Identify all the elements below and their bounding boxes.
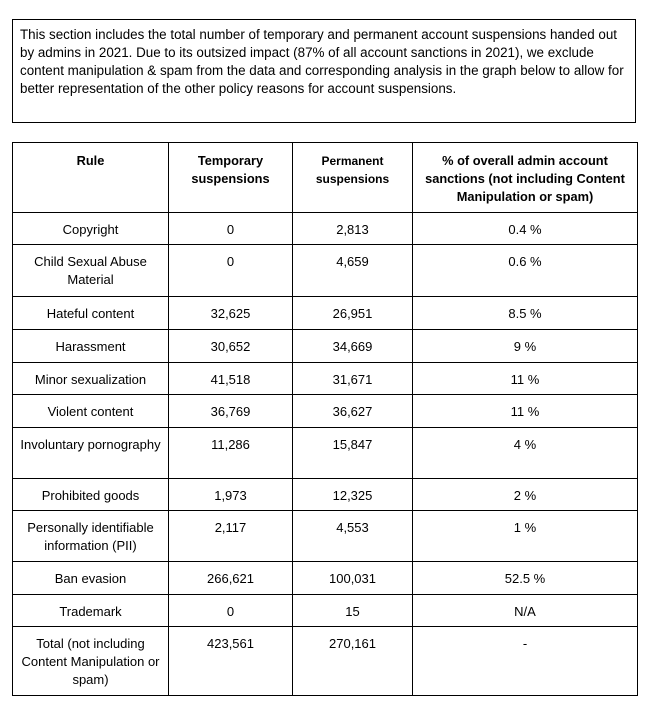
cell-percent: 4 % (413, 428, 638, 479)
header-temporary: Temporary suspensions (169, 143, 293, 213)
cell-temporary: 36,769 (169, 395, 293, 428)
cell-temporary: 30,652 (169, 330, 293, 363)
cell-permanent: 31,671 (293, 363, 413, 395)
cell-rule: Hateful content (13, 297, 169, 330)
cell-percent: 2 % (413, 479, 638, 511)
cell-percent: 11 % (413, 395, 638, 428)
cell-temporary: 2,117 (169, 511, 293, 562)
table-header-row (13, 143, 638, 213)
table-row (13, 428, 638, 479)
cell-temporary: 41,518 (169, 363, 293, 395)
cell-temporary: 1,973 (169, 479, 293, 511)
cell-rule: Involuntary pornography (13, 428, 169, 479)
table-row (13, 511, 638, 562)
cell-rule: Minor sexualization (13, 363, 169, 395)
cell-rule: Child Sexual Abuse Material (13, 245, 169, 297)
cell-percent: 8.5 % (413, 297, 638, 330)
table-row (13, 627, 638, 696)
table-row (13, 562, 638, 595)
table-row (13, 297, 638, 330)
cell-temporary: 0 (169, 213, 293, 245)
cell-percent: 52.5 % (413, 562, 638, 595)
cell-permanent: 15 (293, 595, 413, 627)
cell-permanent: 34,669 (293, 330, 413, 363)
cell-rule: Harassment (13, 330, 169, 363)
cell-percent: 9 % (413, 330, 638, 363)
cell-percent: 11 % (413, 363, 638, 395)
cell-temporary: 0 (169, 595, 293, 627)
cell-percent: N/A (413, 595, 638, 627)
cell-temporary: 0 (169, 245, 293, 297)
cell-percent: 0.4 % (413, 213, 638, 245)
cell-rule: Total (not including Content Manipulation or spam) (13, 627, 169, 696)
table-row (13, 363, 638, 395)
cell-temporary: 266,621 (169, 562, 293, 595)
cell-rule: Trademark (13, 595, 169, 627)
header-percent: % of overall admin account sanctions (not including Content Manipulation or spam) (413, 143, 638, 213)
header-permanent: Permanent suspensions (293, 143, 413, 213)
cell-percent: 0.6 % (413, 245, 638, 297)
table-row (13, 330, 638, 363)
header-rule: Rule (13, 143, 169, 213)
cell-rule: Copyright (13, 213, 169, 245)
cell-temporary: 11,286 (169, 428, 293, 479)
cell-percent: 1 % (413, 511, 638, 562)
cell-permanent: 36,627 (293, 395, 413, 428)
table-row (13, 213, 638, 245)
cell-permanent: 26,951 (293, 297, 413, 330)
cell-temporary: 32,625 (169, 297, 293, 330)
intro-description: This section includes the total number of temporary and permanent account suspensions handed out by admins in 2021. Due to its outsized impact (87% of all account sanctions in 2021), we exclude content manipulation & spam from the data and corresponding analysis in the graph below to allow for better representation of the other policy reasons for account suspensions. (12, 19, 636, 123)
cell-permanent: 270,161 (293, 627, 413, 696)
table-row (13, 595, 638, 627)
cell-permanent: 4,553 (293, 511, 413, 562)
cell-percent: - (413, 627, 638, 696)
table-row (13, 245, 638, 297)
suspensions-table (12, 142, 638, 696)
table-row (13, 395, 638, 428)
cell-permanent: 100,031 (293, 562, 413, 595)
cell-rule: Violent content (13, 395, 169, 428)
cell-rule: Prohibited goods (13, 479, 169, 511)
cell-temporary: 423,561 (169, 627, 293, 696)
cell-permanent: 12,325 (293, 479, 413, 511)
cell-permanent: 2,813 (293, 213, 413, 245)
table-row (13, 479, 638, 511)
cell-rule: Ban evasion (13, 562, 169, 595)
cell-rule: Personally identifiable information (PII) (13, 511, 169, 562)
cell-permanent: 15,847 (293, 428, 413, 479)
cell-permanent: 4,659 (293, 245, 413, 297)
